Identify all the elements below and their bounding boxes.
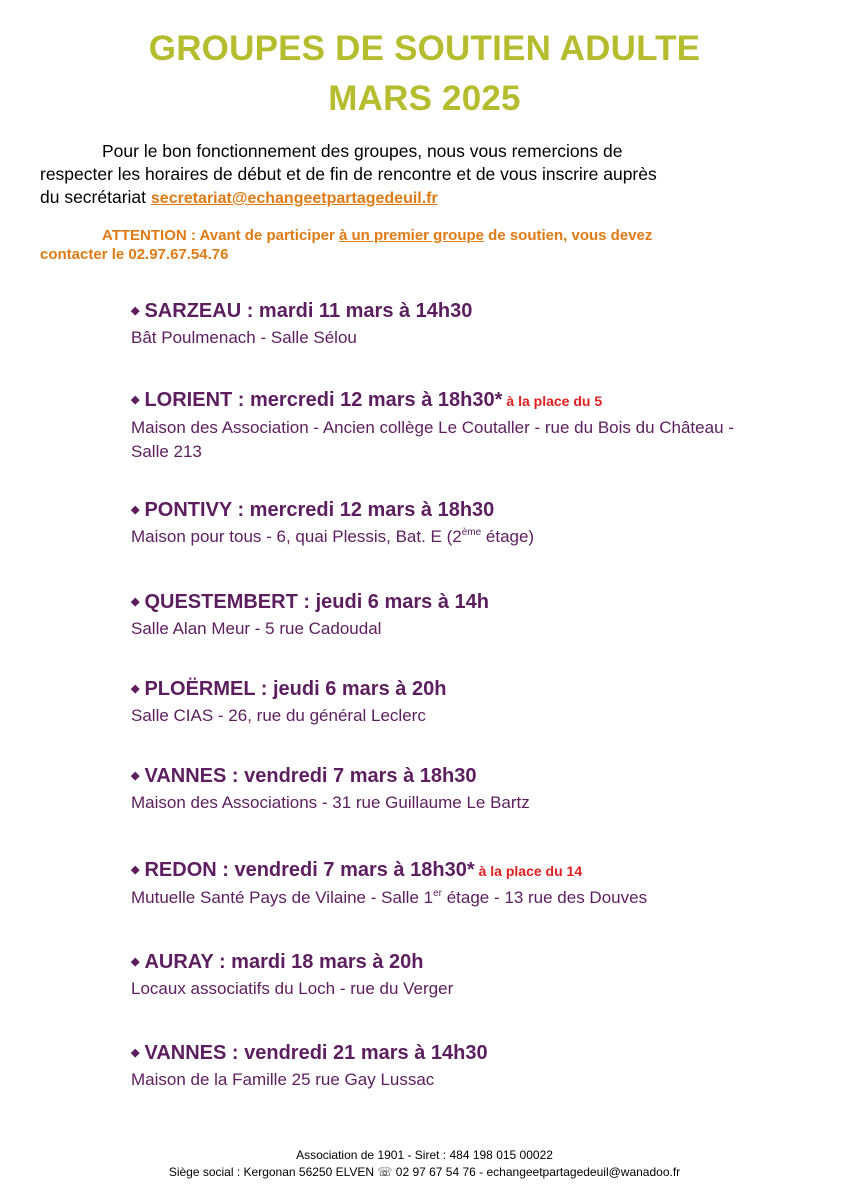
event-item [131, 676, 811, 728]
event-note: à la place du 5 [506, 393, 603, 409]
event-title: VANNES : vendredi 21 mars à 14h30 [144, 1042, 488, 1064]
diamond-bullet-icon: ◆ [131, 504, 140, 516]
event-title: SARZEAU : mardi 11 mars à 14h30 [144, 300, 473, 322]
page-subtitle-month: MARS 2025 [328, 79, 521, 118]
attention-underlined: à un premier groupe [338, 227, 484, 244]
diamond-bullet-icon: ◆ [131, 596, 140, 608]
event-address [131, 525, 741, 549]
attention-line-1 [40, 226, 760, 245]
diamond-bullet-icon: ◆ [131, 770, 140, 782]
page-title: GROUPES DE SOUTIEN ADULTE [148, 29, 701, 68]
diamond-bullet-icon: ◆ [131, 956, 140, 968]
event-item [131, 298, 811, 350]
event-address: Bât Poulmenach - Salle Sélou [131, 328, 357, 347]
intro-line-1: Pour le bon fonctionnement des groupes, nous vous remercions de [102, 141, 623, 161]
event-item [131, 387, 811, 464]
event-title: PONTIVY : mercredi 12 mars à 18h30 [144, 499, 495, 521]
address-superscript: er [433, 888, 442, 899]
event-address: Maison de la Famille 25 rue Gay Lussac [131, 1070, 435, 1089]
event-title: LORIENT : mercredi 12 mars à 18h30* [144, 389, 503, 411]
address-text-end: étage - 13 rue des Douves [442, 888, 648, 907]
attention-text-start: ATTENTION : Avant de participer [102, 227, 339, 244]
event-title: REDON : vendredi 7 mars à 18h30* [144, 859, 475, 881]
event-title: PLOËRMEL : jeudi 6 mars à 20h [144, 678, 447, 700]
footer-line-2 [0, 1164, 849, 1181]
footer-contact: 02 97 67 54 76 - echangeetpartagedeuil@wanadoo.fr [395, 1165, 681, 1179]
event-item [131, 857, 811, 910]
address-text: Mutuelle Santé Pays de Vilaine - Salle 1 [131, 888, 434, 907]
diamond-bullet-icon: ◆ [131, 394, 140, 406]
footer [0, 1147, 849, 1181]
address-superscript: ème [461, 527, 482, 538]
diamond-bullet-icon: ◆ [131, 864, 140, 876]
event-item [131, 1040, 811, 1092]
diamond-bullet-icon: ◆ [131, 1047, 140, 1059]
diamond-bullet-icon: ◆ [131, 305, 140, 317]
event-note: à la place du 14 [478, 863, 583, 879]
intro-line-2: respecter les horaires de début et de fin de rencontre et de vous inscrire auprès [40, 164, 657, 184]
intro-line-3: du secrétariat [40, 187, 147, 207]
event-title: AURAY : mardi 18 mars à 20h [144, 951, 424, 973]
event-address: Maison des Associations - 31 rue Guillaume Le Bartz [131, 793, 530, 812]
event-item [131, 763, 811, 815]
event-item [131, 497, 811, 549]
diamond-bullet-icon: ◆ [131, 683, 140, 695]
footer-line-1: Association de 1901 - Siret : 484 198 015 00022 [296, 1148, 553, 1162]
event-item [131, 949, 811, 1001]
intro-paragraph [40, 140, 760, 210]
event-address: Locaux associatifs du Loch - rue du Verger [131, 979, 454, 998]
event-address: Salle Alan Meur - 5 rue Cadoudal [131, 619, 382, 638]
event-address: Maison des Association - Ancien collège Le Coutaller - rue du Bois du Château - Salle 213 [131, 418, 734, 461]
attention-text-end: de soutien, vous devez [484, 227, 653, 244]
event-address: Salle CIAS - 26, rue du général Leclerc [131, 706, 426, 725]
secretariat-email-link[interactable]: secretariat@echangeetpartagedeuil.fr [150, 190, 438, 207]
telephone-icon: ☏ [377, 1165, 393, 1179]
attention-line-2: contacter le 02.97.67.54.76 [40, 246, 229, 263]
footer-address: Siège social : Kergonan 56250 ELVEN [168, 1165, 375, 1179]
event-title: VANNES : vendredi 7 mars à 18h30 [144, 765, 477, 787]
event-item [131, 589, 811, 641]
address-text: Maison pour tous - 6, quai Plessis, Bat. E (2 [131, 527, 462, 546]
address-text-end: étage) [481, 527, 535, 546]
attention-notice [40, 226, 760, 264]
event-title: QUESTEMBERT : jeudi 6 mars à 14h [144, 591, 489, 613]
event-address [131, 886, 741, 910]
